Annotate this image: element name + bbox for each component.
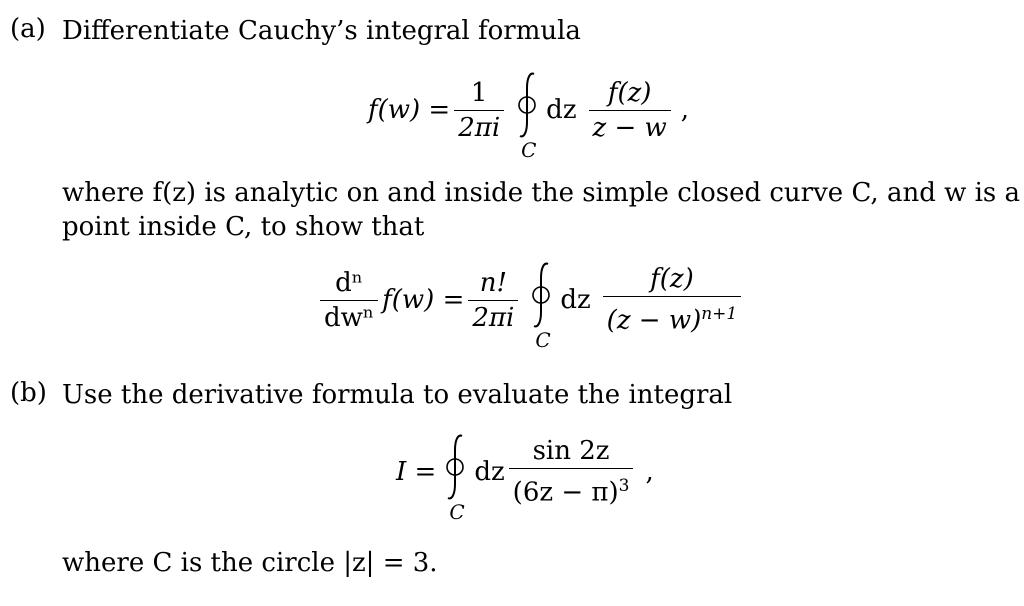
eq2-contour-label: C [535, 328, 551, 352]
eq1-frac2-num: f(z) [607, 77, 652, 108]
eq2-frac2 [603, 264, 742, 336]
eq1-frac1-num: 1 [470, 77, 488, 108]
eq3-trail: , [645, 457, 654, 487]
part-b-intro: Use the derivative formula to evaluate the integral [62, 380, 733, 410]
part-a-intro: Differentiate Cauchy’s integral formula [62, 16, 581, 46]
eq3-lhs: I = [396, 457, 437, 487]
part-a-line2: point inside C, to show that [62, 212, 425, 242]
eq3-dz: dz [474, 457, 505, 487]
eq1-frac1-den: 2πi [454, 110, 504, 143]
eq2-frac1-den: 2πi [468, 300, 518, 333]
eq1-lhs: f(w) = [368, 95, 451, 125]
oint-icon [526, 260, 556, 352]
part-a-line1: where f(z) is analytic on and inside the simple closed curve C, and w is a [62, 178, 1021, 208]
eq2-frac2-den-base: (z − w) [606, 305, 702, 336]
eq3-contour-label: C [449, 500, 465, 524]
oint-icon [440, 432, 470, 524]
part-b-closing: where C is the circle |z| = 3. [62, 548, 438, 578]
part-b-label: (b) [10, 378, 47, 408]
eq2-fw: f(w) = [382, 285, 465, 315]
eq3-frac-den-exp: 3 [618, 476, 630, 497]
eq1-dz: dz [546, 95, 577, 125]
eq2-frac1-num: n! [479, 267, 507, 298]
integral-I [396, 432, 654, 524]
eq3-frac-den-base: (6z − π) [512, 477, 619, 508]
cauchy-formula [368, 70, 690, 162]
eq1-frac2-den: z − w [589, 110, 671, 143]
eq2-deriv [320, 268, 378, 333]
eq2-frac2-den [603, 296, 742, 336]
eq3-frac-den [509, 468, 634, 508]
eq2-frac2-den-exp: n+1 [701, 304, 738, 325]
eq2-dz: dz [560, 285, 591, 315]
eq2-deriv-den: dwⁿ [320, 300, 378, 333]
eq1-frac1 [454, 78, 504, 143]
eq2-deriv-num: dⁿ [335, 267, 364, 298]
eq1-contour-label: C [521, 138, 537, 162]
eq3-frac [509, 436, 634, 508]
oint-icon [512, 70, 542, 162]
derivative-formula [316, 260, 745, 352]
eq1-trail: , [680, 95, 690, 125]
eq3-frac-num: sin 2z [532, 436, 610, 467]
eq1-frac2 [589, 78, 671, 143]
part-a-label: (a) [10, 14, 46, 44]
eq2-frac1 [468, 268, 518, 333]
eq2-frac2-num: f(z) [650, 264, 694, 295]
